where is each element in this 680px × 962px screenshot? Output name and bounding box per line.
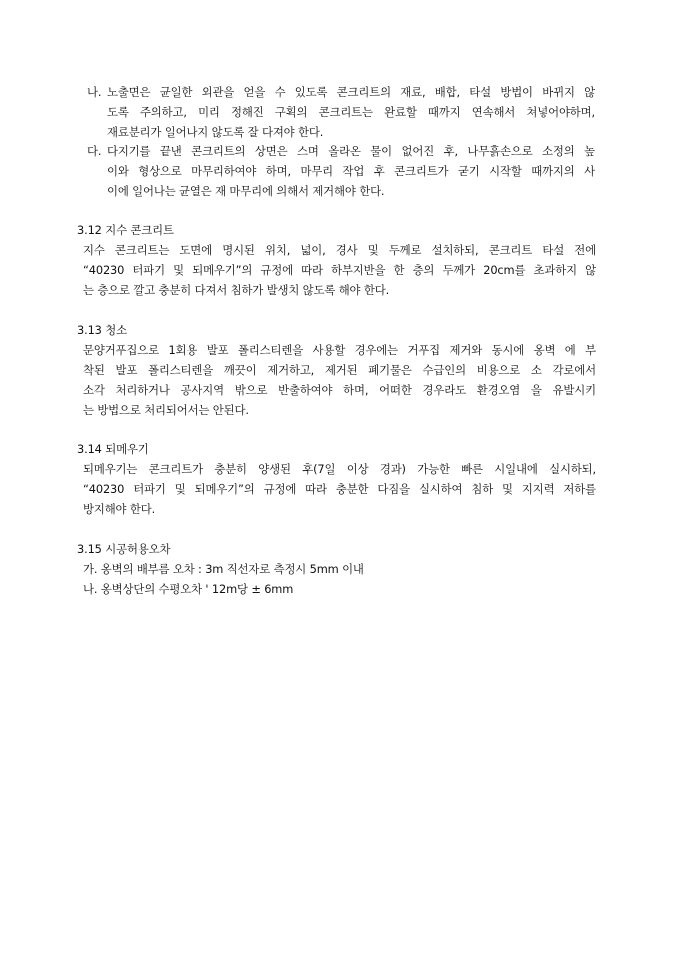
list-item-na-line-1: 노출면은 균일한 외관을 얻을 수 있도록 콘크리트의 재료, 배합, 타설 방법이 바뀌지 않 xyxy=(107,85,595,99)
section-3-13-line-3: 소각 처리하거나 공사지역 밖으로 반출하여야 하며, 어떠한 경우라도 환경오염 을 유발시키 xyxy=(83,383,596,397)
section-heading-3-15: 3.15 시공허용오차 xyxy=(77,542,171,556)
list-item-da-line-1: 다지기를 끝낸 콘크리트의 상면은 스며 올라온 물이 없어진 후, 나무흙손으로 소정의 높 xyxy=(107,144,595,158)
section-3-14-line-2: “40230 터파기 및 되메우기”의 규정에 따라 충분한 다짐을 실시하여 침하 및 지지력 저하를 xyxy=(83,482,596,496)
list-item-da-line-2: 이와 형상으로 마무리하여야 하며, 마무리 작업 후 콘크리트가 굳기 시작할 때까지의 사 xyxy=(107,164,595,178)
section-3-14-line-1: 되메우기는 콘크리트가 충분히 양생된 후(7일 이상 경과) 가능한 빠른 시일내에 실시하되, xyxy=(83,462,596,476)
section-3-13-line-4: 는 방법으로 처리되어서는 안된다. xyxy=(83,403,249,417)
section-heading-3-14: 3.14 되메우기 xyxy=(77,442,149,456)
section-3-12-line-3: 는 층으로 깔고 충분히 다져서 침하가 발생치 않도록 해야 한다. xyxy=(83,283,390,297)
section-3-13-line-1: 문양거푸집으로 1회용 발포 폴리스티렌을 사용할 경우에는 거푸집 제거와 동시에 옹벽 에 부 xyxy=(83,343,596,357)
list-item-na-line-3: 재료분리가 일어나지 않도록 잘 다져야 한다. xyxy=(107,125,324,139)
section-3-12-line-2: “40230 터파기 및 되메우기”의 규정에 따라 하부지반을 한 층의 두께가 20cm를 초과하지 않 xyxy=(83,263,596,277)
list-item-na-line-2: 도록 주의하고, 미리 정해진 구획의 콘크리트는 완료할 때까지 연속해서 쳐넣어야하며, xyxy=(107,105,595,119)
section-3-12-line-1: 지수 콘크리트는 도면에 명시된 위치, 넓이, 경사 및 두께로 설치하되, 콘크리트 타설 전에 xyxy=(83,243,596,257)
list-item-da-line-3: 이에 일어나는 균열은 재 마무리에 의해서 제거해야 한다. xyxy=(107,184,385,198)
section-3-13-line-2: 착된 발포 폴리스티렌을 깨끗이 제거하고, 제거된 폐기물은 수급인의 비용으로 소 각로에서 xyxy=(83,363,596,377)
list-marker-da: 다. xyxy=(87,144,102,158)
list-marker-na: 나. xyxy=(87,85,102,99)
section-3-15-item-2: 나. 옹벽상단의 수평오차 ' 12m당 ± 6mm xyxy=(83,582,294,596)
section-heading-3-12: 3.12 지수 콘크리트 xyxy=(77,223,174,237)
section-3-14-line-3: 방지해야 한다. xyxy=(83,502,156,516)
section-3-15-item-1: 가. 옹벽의 배부름 오차 : 3m 직선자로 측정시 5mm 이내 xyxy=(83,562,364,576)
section-heading-3-13: 3.13 청소 xyxy=(77,323,127,337)
